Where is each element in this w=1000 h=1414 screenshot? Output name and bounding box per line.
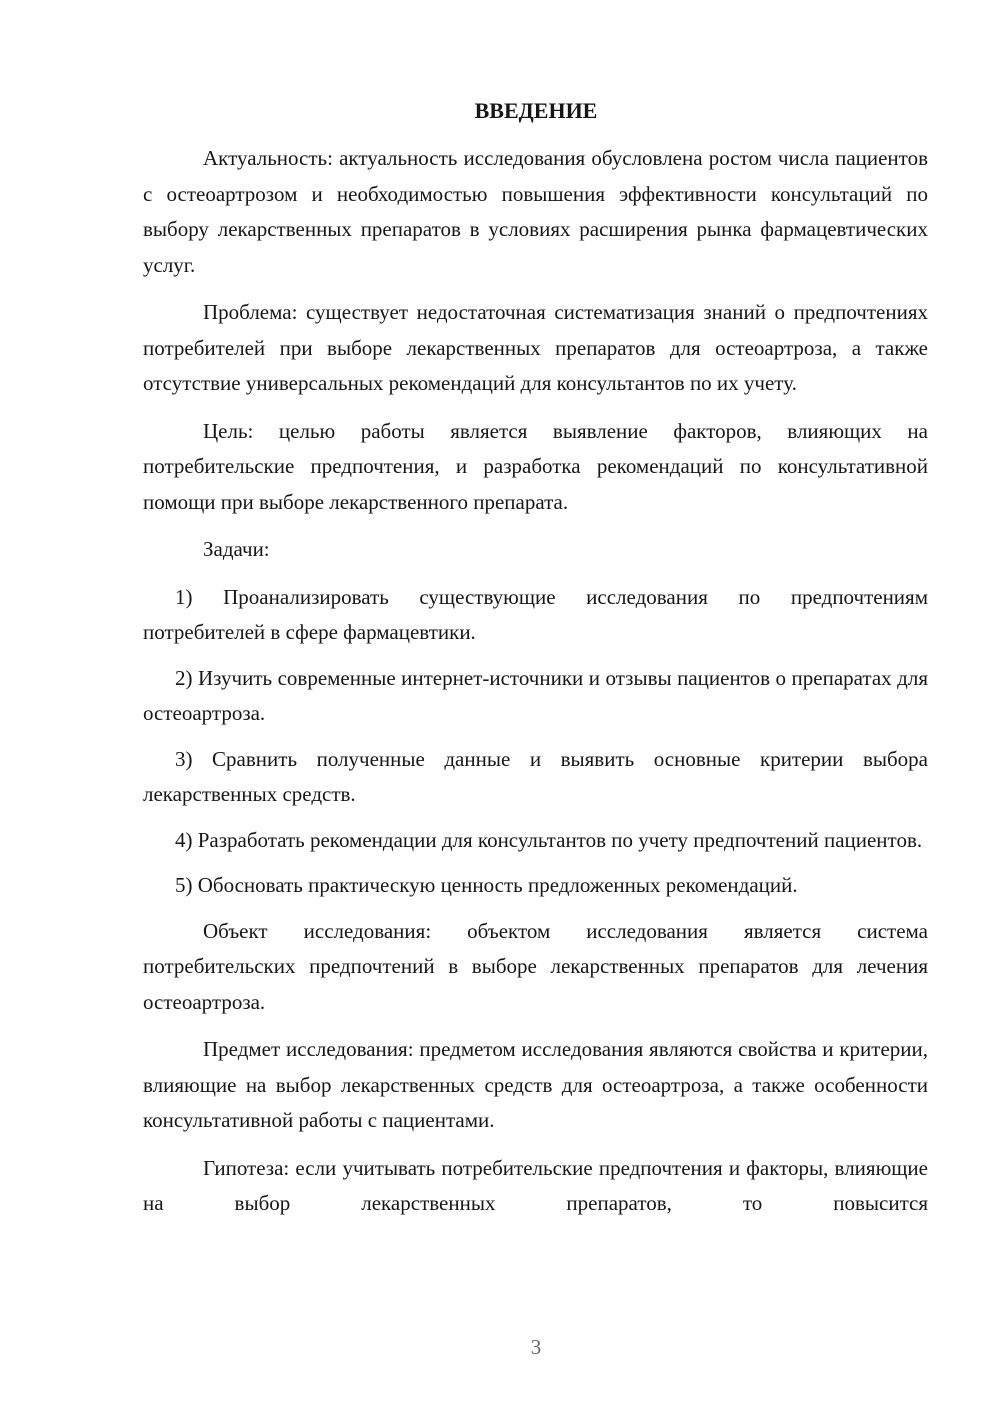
- paragraph-problem: Проблема: существует недостаточная систематизация знаний о предпочтениях потребителей при выборе лекарственных препаратов для остеоартроза, а также отсутствие универсальных рекомендаций для консультантов по их учету.: [143, 300, 928, 395]
- task-item-5: 5) Обосновать практическую ценность предложенных рекомендаций.: [175, 873, 798, 897]
- task-item-4: 4) Разработать рекомендации для консультантов по учету предпочтений пациентов.: [175, 827, 923, 852]
- body-text: [143, 141, 928, 1234]
- task-item-2: 2) Изучить современные интернет-источники и отзывы пациентов о препаратах для остеоартроза.: [143, 665, 928, 725]
- task-item-3: 3) Сравнить полученные данные и выявить основные критерии выбора лекарственных средств.: [143, 746, 928, 806]
- paragraph-hypothesis: Гипотеза: если учитывать потребительские предпочтения и факторы, влияющие на выбор лекарственных препаратов, то повысится: [143, 1155, 928, 1215]
- section-heading: ВВЕДЕНИЕ: [474, 98, 598, 123]
- page-number: 3: [530, 1335, 542, 1359]
- paragraph-object: Объект исследования: объектом исследования является система потребительских предпочтений в выборе лекарственных препаратов для лечения остеоартроза.: [143, 918, 928, 1014]
- paragraph-goal: Цель: целью работы является выявление факторов, влияющих на потребительские предпочтения, и разработка рекомендаций по консультативной помощи при выборе лекарственного препарата.: [143, 418, 928, 514]
- task-item-1: 1) Проанализировать существующие исследования по предпочтениям потребителей в сфере фармацевтики.: [143, 584, 928, 644]
- paragraph-relevance: Актуальность: актуальность исследования обусловлена ростом числа пациентов с остеоартрозом и необходимостью повышения эффективности консультаций по выбору лекарственных препаратов в условиях расширения рынка фармацевтических услуг.: [143, 146, 928, 277]
- paragraph-tasks-heading: Задачи:: [203, 537, 270, 561]
- paragraph-subject: Предмет исследования: предметом исследования являются свойства и критерии, влияющие на выбор лекарственных средств для остеоартроза, а также особенности консультативной работы с пациентами.: [143, 1037, 928, 1132]
